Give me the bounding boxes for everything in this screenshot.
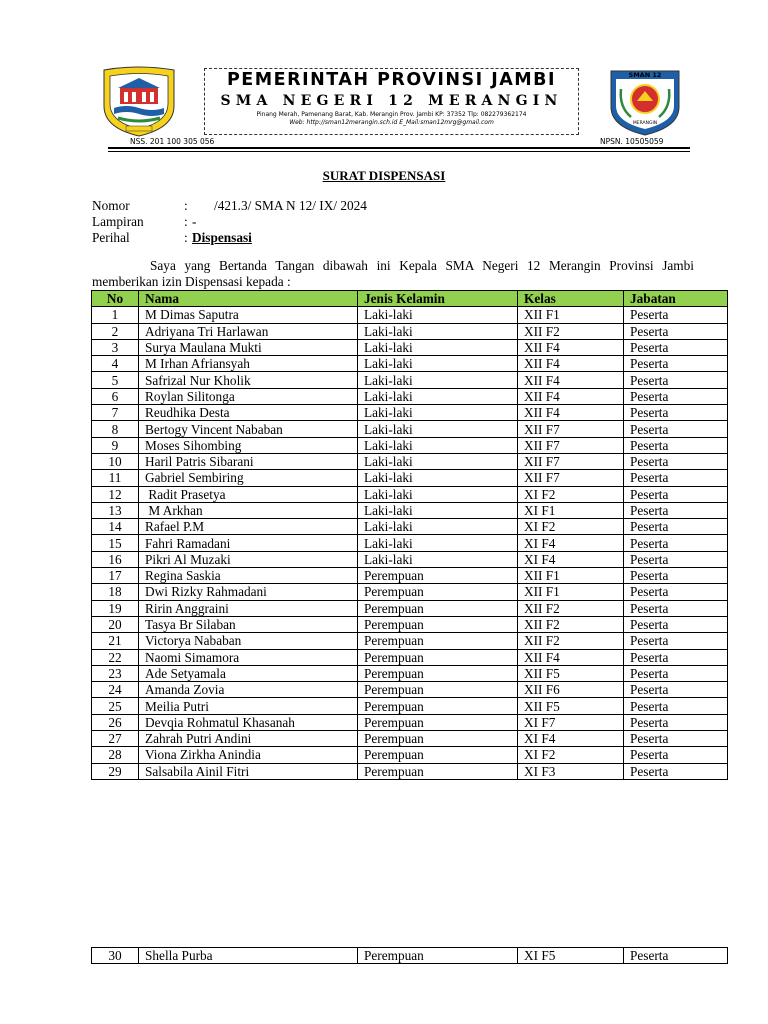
cell-no: 18: [92, 584, 139, 600]
table-row: [92, 486, 728, 502]
cell-jenis-kelamin: Laki-laki: [358, 502, 518, 518]
header-jenis-kelamin: Jenis Kelamin: [358, 291, 518, 307]
cell-no: 24: [92, 682, 139, 698]
cell-jabatan: Peserta: [624, 453, 728, 469]
cell-nama: Victorya Nababan: [139, 633, 358, 649]
cell-kelas: XI F2: [518, 519, 624, 535]
cell-no: 2: [92, 323, 139, 339]
cell-jabatan: Peserta: [624, 649, 728, 665]
table-row: [92, 584, 728, 600]
cell-nama: Naomi Simamora: [139, 649, 358, 665]
cell-jenis-kelamin: Perempuan: [358, 600, 518, 616]
cell-kelas: XII F4: [518, 405, 624, 421]
cell-jabatan: Peserta: [624, 600, 728, 616]
cell-no: 1: [92, 307, 139, 323]
table-row: [92, 502, 728, 518]
school-logo-title: SMAN 12: [628, 71, 662, 79]
table-row: [92, 453, 728, 469]
meta-perihal: [92, 230, 252, 246]
cell-jenis-kelamin: Laki-laki: [358, 307, 518, 323]
school-contact: Web: http://sman12merangin.sch.id E_Mail:sman12mrg@gmail.com: [289, 119, 494, 126]
table-row: [92, 731, 728, 747]
intro-paragraph: Saya yang Bertanda Tangan dibawah ini Kepala SMA Negeri 12 Merangin Provinsi Jambi memberikan izin Dispensasi kepada :: [92, 258, 694, 289]
cell-no: 20: [92, 616, 139, 632]
document-title: SURAT DISPENSASI: [322, 168, 446, 183]
header-divider-thin: [108, 151, 690, 152]
cell-jenis-kelamin: Perempuan: [358, 568, 518, 584]
cell-jenis-kelamin: Laki-laki: [358, 421, 518, 437]
meta-lampiran-value: -: [192, 214, 197, 229]
cell-jenis-kelamin: Perempuan: [358, 665, 518, 681]
cell-nama: Surya Maulana Mukti: [139, 339, 358, 355]
cell-nama: Fahri Ramadani: [139, 535, 358, 551]
cell-nama: Bertogy Vincent Nababan: [139, 421, 358, 437]
cell-jenis-kelamin: Laki-laki: [358, 372, 518, 388]
cell-jabatan: Peserta: [624, 339, 728, 355]
cell-no: 5: [92, 372, 139, 388]
table-header-row: [92, 291, 728, 307]
cell-jabatan: Peserta: [624, 714, 728, 730]
cell-no: 23: [92, 665, 139, 681]
cell-kelas: XI F2: [518, 747, 624, 763]
cell-kelas: XII F4: [518, 339, 624, 355]
cell-jabatan: Peserta: [624, 763, 728, 779]
table-row: [92, 633, 728, 649]
cell-jabatan: Peserta: [624, 323, 728, 339]
cell-kelas: XII F1: [518, 307, 624, 323]
cell-no: 4: [92, 356, 139, 372]
cell-kelas: XI F2: [518, 486, 624, 502]
cell-kelas: XII F1: [518, 584, 624, 600]
cell-nama: Pikri Al Muzaki: [139, 551, 358, 567]
cell-jabatan: Peserta: [624, 568, 728, 584]
meta-colon: :: [184, 214, 188, 229]
cell-kelas: XII F7: [518, 437, 624, 453]
cell-kelas: XI F4: [518, 535, 624, 551]
cell-jabatan: Peserta: [624, 731, 728, 747]
cell-nama: M Dimas Saputra: [139, 307, 358, 323]
dispensation-table-continued: [91, 947, 728, 964]
school-name: SMA NEGERI 12 MERANGIN: [220, 93, 563, 109]
cell-no: 27: [92, 731, 139, 747]
cell-kelas: XII F4: [518, 372, 624, 388]
header-jabatan: Jabatan: [624, 291, 728, 307]
cell-no: 28: [92, 747, 139, 763]
cell-jenis-kelamin: Perempuan: [358, 649, 518, 665]
cell-jenis-kelamin: Laki-laki: [358, 388, 518, 404]
cell-jenis-kelamin: Perempuan: [358, 747, 518, 763]
cell-jenis-kelamin: Laki-laki: [358, 437, 518, 453]
cell-kelas: XII F7: [518, 470, 624, 486]
cell-no: 17: [92, 568, 139, 584]
cell-no: 7: [92, 405, 139, 421]
cell-kelas: XI F3: [518, 763, 624, 779]
table-row: [92, 388, 728, 404]
table-row: [92, 948, 728, 964]
table-row: [92, 372, 728, 388]
cell-jabatan: Peserta: [624, 747, 728, 763]
cell-nama: Shella Purba: [139, 948, 358, 964]
cell-nama: Radit Prasetya: [139, 486, 358, 502]
table-row: [92, 356, 728, 372]
cell-jenis-kelamin: Laki-laki: [358, 470, 518, 486]
cell-jabatan: Peserta: [624, 405, 728, 421]
cell-jenis-kelamin: Perempuan: [358, 763, 518, 779]
cell-no: 8: [92, 421, 139, 437]
government-name: PEMERINTAH PROVINSI JAMBI: [226, 70, 557, 90]
cell-kelas: XI F4: [518, 731, 624, 747]
cell-no: 22: [92, 649, 139, 665]
cell-nama: Zahrah Putri Andini: [139, 731, 358, 747]
cell-nama: Meilia Putri: [139, 698, 358, 714]
table-row: [92, 616, 728, 632]
cell-jenis-kelamin: Perempuan: [358, 698, 518, 714]
cell-nama: Reudhika Desta: [139, 405, 358, 421]
cell-kelas: XI F7: [518, 714, 624, 730]
cell-jabatan: Peserta: [624, 698, 728, 714]
cell-no: 10: [92, 453, 139, 469]
cell-kelas: XII F5: [518, 665, 624, 681]
meta-colon: :: [184, 230, 188, 245]
jambi-province-logo: [100, 66, 178, 138]
cell-jenis-kelamin: Perempuan: [358, 584, 518, 600]
table-row: [92, 323, 728, 339]
table-row: [92, 698, 728, 714]
school-address: Pinang Merah, Pamenang Barat, Kab. Merangin Prov. Jambi KP: 37352 Tlp: 082279362174: [256, 111, 527, 118]
cell-nama: Adriyana Tri Harlawan: [139, 323, 358, 339]
cell-no: 21: [92, 633, 139, 649]
cell-jabatan: Peserta: [624, 421, 728, 437]
cell-nama: Viona Zirkha Anindia: [139, 747, 358, 763]
table-row: [92, 421, 728, 437]
cell-no: 11: [92, 470, 139, 486]
cell-jabatan: Peserta: [624, 535, 728, 551]
cell-jenis-kelamin: Perempuan: [358, 682, 518, 698]
cell-no: 15: [92, 535, 139, 551]
cell-jabatan: Peserta: [624, 437, 728, 453]
header-nama: Nama: [139, 291, 358, 307]
cell-jabatan: Peserta: [624, 948, 728, 964]
cell-nama: Haril Patris Sibarani: [139, 453, 358, 469]
table-row: [92, 535, 728, 551]
cell-jabatan: Peserta: [624, 616, 728, 632]
table-row: [92, 665, 728, 681]
cell-nama: Rafael P.M: [139, 519, 358, 535]
table-row: [92, 600, 728, 616]
table-row: [92, 307, 728, 323]
cell-jenis-kelamin: Laki-laki: [358, 453, 518, 469]
meta-nomor: [92, 198, 367, 214]
meta-nomor-label: Nomor: [92, 198, 130, 213]
cell-no: 13: [92, 502, 139, 518]
cell-jenis-kelamin: Laki-laki: [358, 339, 518, 355]
cell-jabatan: Peserta: [624, 584, 728, 600]
cell-no: 26: [92, 714, 139, 730]
cell-kelas: XII F7: [518, 453, 624, 469]
cell-kelas: XII F6: [518, 682, 624, 698]
cell-no: 12: [92, 486, 139, 502]
cell-jabatan: Peserta: [624, 633, 728, 649]
cell-jenis-kelamin: Laki-laki: [358, 519, 518, 535]
cell-kelas: XII F7: [518, 421, 624, 437]
cell-jabatan: Peserta: [624, 665, 728, 681]
npsn-number: NPSN. 10505059: [600, 137, 664, 146]
cell-no: 16: [92, 551, 139, 567]
nss-number: NSS. 201 100 305 056: [130, 137, 215, 146]
meta-nomor-value: /421.3/ SMA N 12/ IX/ 2024: [214, 198, 367, 213]
cell-kelas: XI F5: [518, 948, 624, 964]
cell-jenis-kelamin: Perempuan: [358, 616, 518, 632]
table-row: [92, 519, 728, 535]
meta-perihal-value: Dispensasi: [192, 230, 252, 245]
cell-no: 14: [92, 519, 139, 535]
cell-nama: Moses Sihombing: [139, 437, 358, 453]
table-row: [92, 714, 728, 730]
dispensation-table: [91, 290, 728, 780]
header-kelas: Kelas: [518, 291, 624, 307]
table-row: [92, 763, 728, 779]
school-logo-subtitle: MERANGIN: [632, 121, 658, 126]
table-row: [92, 682, 728, 698]
header-divider-thick: [108, 147, 690, 149]
header-no: No: [92, 291, 139, 307]
table-row: [92, 470, 728, 486]
cell-kelas: XII F2: [518, 616, 624, 632]
table-row: [92, 747, 728, 763]
cell-jabatan: Peserta: [624, 470, 728, 486]
table-row: [92, 649, 728, 665]
cell-jenis-kelamin: Perempuan: [358, 714, 518, 730]
cell-nama: Ririn Anggraini: [139, 600, 358, 616]
cell-no: 3: [92, 339, 139, 355]
cell-no: 30: [92, 948, 139, 964]
cell-nama: Tasya Br Silaban: [139, 616, 358, 632]
cell-jabatan: Peserta: [624, 551, 728, 567]
meta-lampiran: [92, 214, 196, 230]
cell-jabatan: Peserta: [624, 356, 728, 372]
meta-lampiran-label: Lampiran: [92, 214, 144, 229]
cell-kelas: XII F2: [518, 323, 624, 339]
cell-no: 19: [92, 600, 139, 616]
cell-jabatan: Peserta: [624, 682, 728, 698]
cell-kelas: XII F4: [518, 388, 624, 404]
cell-jabatan: Peserta: [624, 502, 728, 518]
cell-jenis-kelamin: Laki-laki: [358, 323, 518, 339]
cell-nama: Salsabila Ainil Fitri: [139, 763, 358, 779]
cell-jenis-kelamin: Laki-laki: [358, 486, 518, 502]
cell-no: 25: [92, 698, 139, 714]
cell-nama: M Irhan Afriansyah: [139, 356, 358, 372]
cell-jenis-kelamin: Perempuan: [358, 948, 518, 964]
cell-jabatan: Peserta: [624, 388, 728, 404]
table-row: [92, 339, 728, 355]
cell-jenis-kelamin: Perempuan: [358, 731, 518, 747]
cell-nama: Regina Saskia: [139, 568, 358, 584]
cell-kelas: XII F4: [518, 649, 624, 665]
cell-jabatan: Peserta: [624, 519, 728, 535]
cell-jenis-kelamin: Laki-laki: [358, 535, 518, 551]
table-row: [92, 437, 728, 453]
cell-kelas: XII F2: [518, 600, 624, 616]
cell-kelas: XI F4: [518, 551, 624, 567]
cell-jabatan: Peserta: [624, 372, 728, 388]
cell-kelas: XI F1: [518, 502, 624, 518]
cell-jabatan: Peserta: [624, 486, 728, 502]
cell-kelas: XII F4: [518, 356, 624, 372]
cell-no: 9: [92, 437, 139, 453]
cell-no: 6: [92, 388, 139, 404]
cell-kelas: XII F2: [518, 633, 624, 649]
table-row: [92, 568, 728, 584]
table-row: [92, 551, 728, 567]
cell-nama: M Arkhan: [139, 502, 358, 518]
meta-perihal-label: Perihal: [92, 230, 130, 245]
school-logo: [607, 67, 683, 137]
meta-colon: :: [184, 198, 188, 213]
cell-jenis-kelamin: Laki-laki: [358, 356, 518, 372]
cell-jenis-kelamin: Laki-laki: [358, 405, 518, 421]
cell-nama: Roylan Silitonga: [139, 388, 358, 404]
cell-nama: Ade Setyamala: [139, 665, 358, 681]
table-row: [92, 405, 728, 421]
cell-kelas: XII F5: [518, 698, 624, 714]
cell-nama: Dwi Rizky Rahmadani: [139, 584, 358, 600]
cell-jenis-kelamin: Perempuan: [358, 633, 518, 649]
cell-jabatan: Peserta: [624, 307, 728, 323]
cell-jenis-kelamin: Laki-laki: [358, 551, 518, 567]
cell-nama: Gabriel Sembiring: [139, 470, 358, 486]
cell-nama: Devqia Rohmatul Khasanah: [139, 714, 358, 730]
cell-nama: Amanda Zovia: [139, 682, 358, 698]
cell-no: 29: [92, 763, 139, 779]
cell-nama: Safrizal Nur Kholik: [139, 372, 358, 388]
cell-kelas: XII F1: [518, 568, 624, 584]
